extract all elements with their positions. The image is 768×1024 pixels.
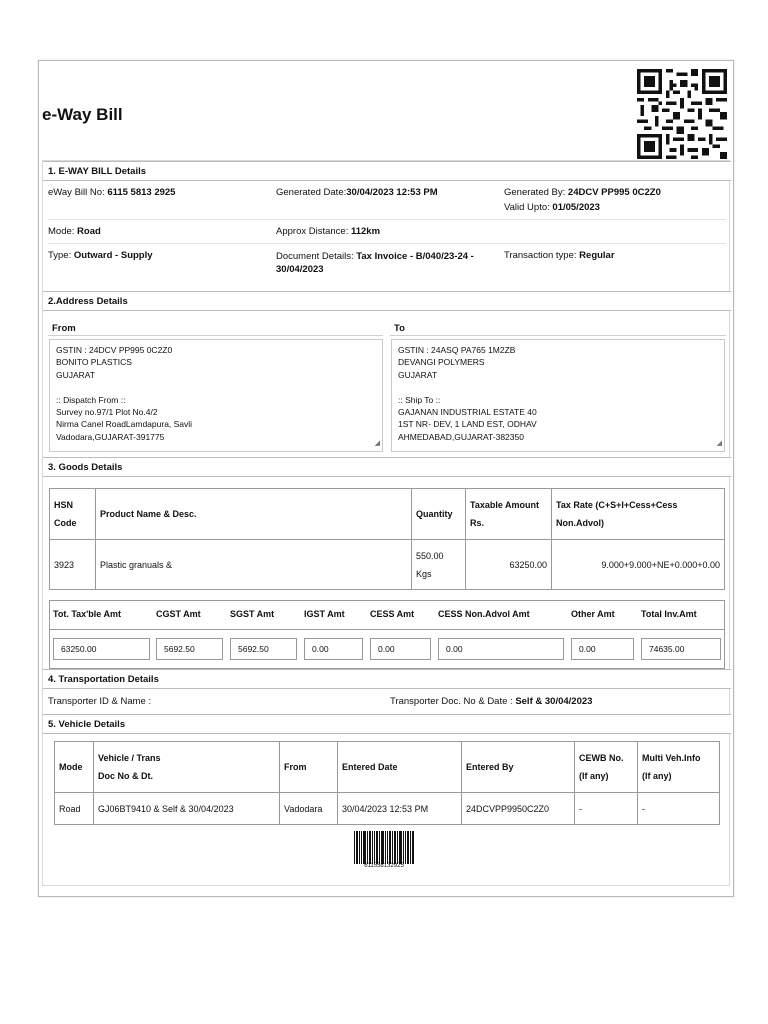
table-row [55, 793, 720, 825]
generated-date-label: Generated Date: [276, 187, 347, 198]
total-inv-label: Total Inv.Amt [641, 609, 697, 619]
approx-distance [276, 226, 380, 237]
vehicle-table [54, 741, 720, 825]
valid-upto [504, 202, 600, 213]
igst-field[interactable]: 0.00 [304, 638, 363, 660]
entered-date-cell: 30/04/2023 12:53 PM [338, 793, 462, 825]
vehicle-cell: GJ06BT9410 & Self & 30/04/2023 [94, 793, 280, 825]
to-gstin: GSTIN : 24ASQ PA765 1M2ZB [398, 345, 516, 355]
transporter-doc [390, 696, 592, 707]
to-address-line3: AHMEDABAD,GUJARAT-382350 [398, 431, 524, 442]
eway-bill-content [42, 160, 730, 886]
generated-by-value: 24DCV PP995 0C2Z0 [567, 187, 661, 198]
to-name: DEVANGI POLYMERS [398, 357, 485, 368]
from-address-line1: Survey no.97/1 Plot No.4/2 [56, 407, 158, 418]
vehicle-table-header [55, 742, 720, 793]
total-taxable-label: Tot. Tax'ble Amt [53, 609, 121, 619]
document-details [276, 250, 474, 276]
multi-veh-header: Multi Veh.Info (If any) [638, 742, 720, 793]
entered-by-cell: 24DCVPP9950C2Z0 [462, 793, 575, 825]
section-vehicle-heading: 5. Vehicle Details [43, 714, 731, 734]
ship-to-label: :: Ship To :: [398, 394, 441, 405]
divider [48, 219, 726, 220]
eway-bill-no [48, 187, 175, 198]
transporter-doc-label: Transporter Doc. No & Date : [390, 696, 513, 707]
section-goods-heading: 3. Goods Details [43, 457, 731, 477]
divider [390, 335, 726, 336]
from-header: From [280, 742, 338, 793]
resize-handle-icon[interactable]: ◢ [716, 439, 722, 447]
sgst-label: SGST Amt [230, 609, 275, 619]
document-details-value-line2: 30/04/2023 [276, 264, 324, 275]
from-state: GUJARAT [56, 369, 96, 380]
barcode [354, 831, 414, 864]
mode-value: Road [77, 226, 101, 237]
from-address-line2: Nirma Canel RoadLamdapura, Savli [56, 419, 193, 430]
quantity-cell: 550.00 Kgs [412, 540, 466, 590]
tax-rate-header: Tax Rate (C+S+I+Cess+Cess Non.Advol) [552, 489, 725, 540]
tax-rate-cell: 9.000+9.000+NE+0.000+0.00 [552, 540, 725, 590]
to-label: To [394, 323, 405, 334]
cgst-label: CGST Amt [156, 609, 201, 619]
to-address-line2: 1ST NR- DEV, 1 LAND EST, ODHAV [398, 419, 537, 430]
document-details-value-line1: Tax Invoice - B/040/23-24 - [356, 251, 474, 262]
cess-non-advol-label: CESS Non.Advol Amt [438, 609, 530, 619]
to-address-textarea[interactable] [391, 339, 725, 452]
document-details-label: Document Details: [276, 251, 354, 262]
mode-cell: Road [55, 793, 94, 825]
barcode-number: 611558132925 [364, 863, 404, 869]
qr-code [635, 69, 729, 159]
vehicle-header: Vehicle / Trans Doc No & Dt. [94, 742, 280, 793]
hsn-header: HSN Code [50, 489, 96, 540]
multi-veh-cell: - [638, 793, 720, 825]
transaction-type-label: Transaction type: [504, 250, 577, 261]
mode [48, 226, 101, 237]
quantity-header: Quantity [412, 489, 466, 540]
type [48, 250, 153, 261]
sgst-field[interactable]: 5692.50 [230, 638, 297, 660]
transaction-type-value: Regular [579, 250, 615, 261]
generated-by [504, 187, 661, 198]
table-row [50, 540, 725, 590]
other-amt-field[interactable]: 0.00 [571, 638, 634, 660]
divider [48, 335, 383, 336]
taxable-amount-cell: 63250.00 [466, 540, 552, 590]
section-address-heading: 2.Address Details [43, 291, 731, 311]
valid-upto-value: 01/05/2023 [552, 202, 600, 213]
generated-date [276, 187, 438, 198]
from-address-line3: Vadodara,GUJARAT-391775 [56, 431, 165, 442]
total-inv-field[interactable]: 74635.00 [641, 638, 721, 660]
eway-bill-no-value: 6115 5813 2925 [107, 187, 176, 198]
dispatch-from-label: :: Dispatch From :: [56, 394, 126, 405]
approx-distance-label: Approx Distance: [276, 226, 349, 237]
entered-by-header: Entered By [462, 742, 575, 793]
resize-handle-icon[interactable]: ◢ [374, 439, 380, 447]
entered-date-header: Entered Date [338, 742, 462, 793]
generated-by-label: Generated By: [504, 187, 566, 198]
eway-bill-page [38, 60, 734, 897]
goods-table-header [50, 489, 725, 540]
from-address-textarea[interactable] [49, 339, 383, 452]
from-cell: Vadodara [280, 793, 338, 825]
product-cell: Plastic granuals & [96, 540, 412, 590]
from-label: From [52, 323, 76, 334]
approx-distance-value: 112km [350, 226, 381, 237]
eway-bill-no-label: eWay Bill No: [48, 187, 105, 198]
cess-field[interactable]: 0.00 [370, 638, 431, 660]
cewb-header: CEWB No. (If any) [575, 742, 638, 793]
taxable-amount-header: Taxable Amount Rs. [466, 489, 552, 540]
from-name: BONITO PLASTICS [56, 357, 132, 368]
type-label: Type: [48, 250, 72, 261]
section-eway-details-heading: 1. E-WAY BILL Details [43, 161, 731, 181]
total-taxable-field[interactable]: 63250.00 [53, 638, 150, 660]
to-address-line1: GAJANAN INDUSTRIAL ESTATE 40 [398, 407, 537, 418]
hsn-cell: 3923 [50, 540, 96, 590]
other-amt-label: Other Amt [571, 609, 615, 619]
from-gstin: GSTIN : 24DCV PP995 0C2Z0 [56, 345, 173, 355]
mode-header: Mode [55, 742, 94, 793]
to-state: GUJARAT [398, 369, 438, 380]
transporter-doc-value: Self & 30/04/2023 [515, 696, 593, 707]
type-value: Outward - Supply [73, 250, 153, 261]
cess-non-advol-field[interactable]: 0.00 [438, 638, 564, 660]
valid-upto-label: Valid Upto: [504, 202, 550, 213]
transaction-type [504, 250, 615, 261]
divider [48, 243, 726, 244]
page-title: e-Way Bill [42, 105, 123, 124]
igst-label: IGST Amt [304, 609, 345, 619]
transporter-id-label: Transporter ID & Name : [48, 696, 152, 707]
section-transport-heading: 4. Transportation Details [43, 669, 731, 689]
product-header: Product Name & Desc. [96, 489, 412, 540]
cess-label: CESS Amt [370, 609, 415, 619]
goods-table [49, 488, 725, 590]
mode-label: Mode: [48, 226, 75, 237]
cewb-cell: - [575, 793, 638, 825]
generated-date-value: 30/04/2023 12:53 PM [346, 187, 438, 198]
cgst-field[interactable]: 5692.50 [156, 638, 223, 660]
